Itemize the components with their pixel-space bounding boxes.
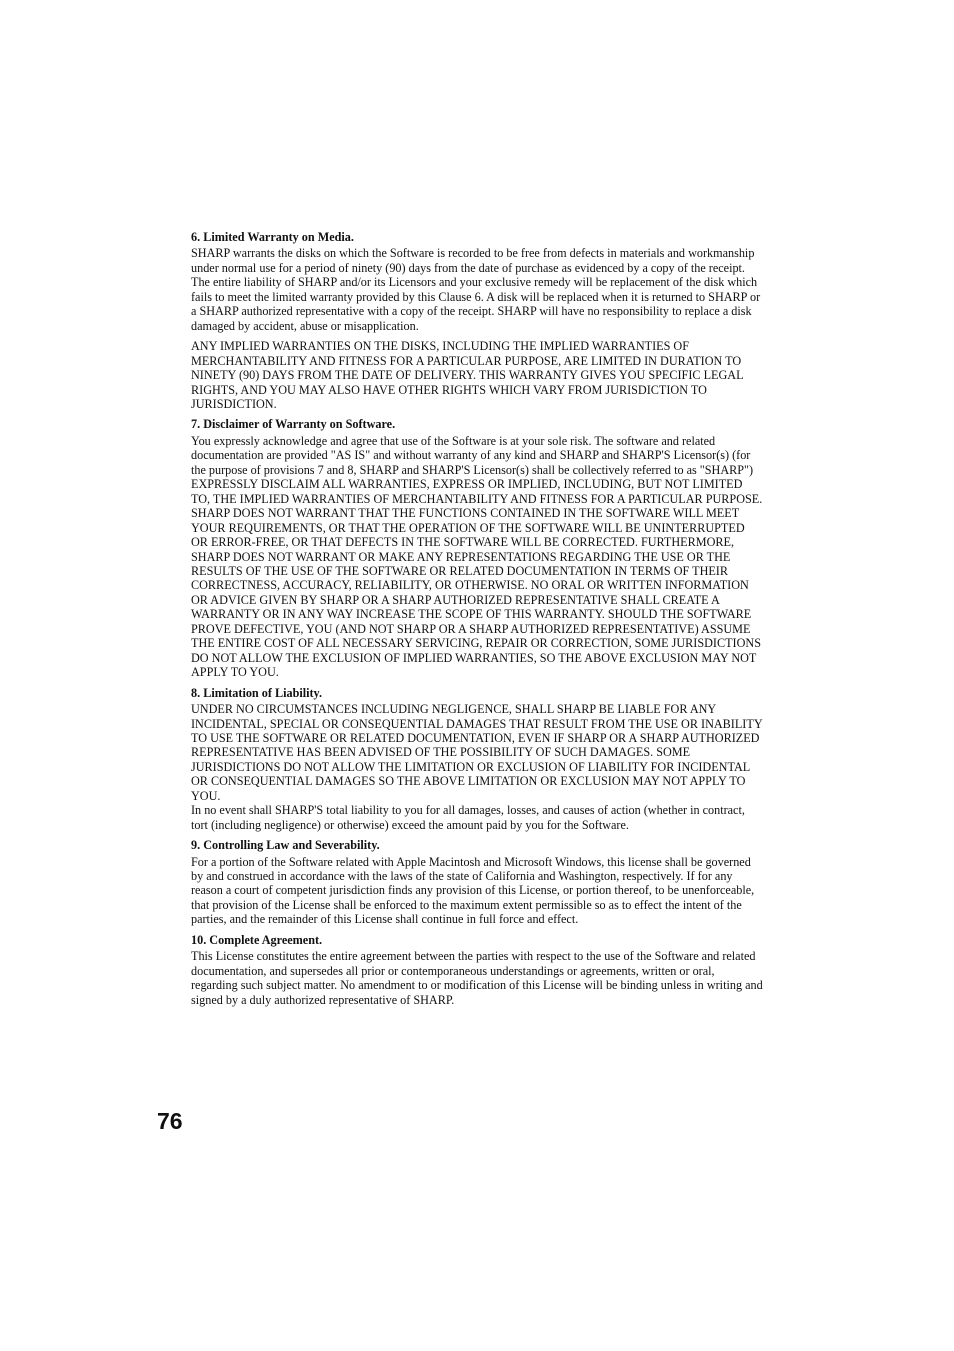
section-paragraph: You expressly acknowledge and agree that use of the Software is at your sole risk. The software and related documentation are provided "AS IS" and without warranty of any kind and SHARP and SHARP'S Licensor(s) (for the purpose of provisions 7 and 8, SHARP and SHARP'S Licensor(s) shall be collectively referred to as "SHARP") EXPRESSLY DISCLAIM ALL WARRANTIES, EXPRESS OR IMPLIED, INCLUDING, BUT NOT LIMITED TO, THE IMPLIED WARRANTIES OF MERCHANTABILITY AND FITNESS FOR A PARTICULAR PURPOSE. SHARP DOES NOT WARRANT THAT THE FUNCTIONS CONTAINED IN THE SOFTWARE WILL MEET YOUR REQUIREMENTS, OR THAT THE OPERATION OF THE SOFTWARE WILL BE UNINTERRUPTED OR ERROR-FREE, OR THAT DEFECTS IN THE SOFTWARE WILL BE CORRECTED. FURTHERMORE, SHARP DOES NOT WARRANT OR MAKE ANY REPRESENTATIONS REGARDING THE USE OR THE RESULTS OF THE USE OF THE SOFTWARE OR RELATED DOCUMENTATION IN TERMS OF THEIR CORRECTNESS, ACCURACY, RELIABILITY, OR OTHERWISE. NO ORAL OR WRITTEN INFORMATION OR ADVICE GIVEN BY SHARP OR A SHARP AUTHORIZED REPRESENTATIVE SHALL CREATE A WARRANTY OR IN ANY WAY INCREASE THE SCOPE OF THIS WARRANTY. SHOULD THE SOFTWARE PROVE DEFECTIVE, YOU (AND NOT SHARP OR A SHARP AUTHORIZED REPRESENTATIVE) ASSUME THE ENTIRE COST OF ALL NECESSARY SERVICING, REPAIR OR CORRECTION, SOME JURISDICTIONS DO NOT ALLOW THE EXCLUSION OF IMPLIED WARRANTIES, SO THE ABOVE EXCLUSION MAY NOT APPLY TO YOU. bbox=[191, 433, 763, 680]
section-heading: 7. Disclaimer of Warranty on Software. bbox=[191, 417, 396, 432]
section-disclaimer-of-warranty bbox=[191, 417, 763, 679]
section-heading: 10. Complete Agreement. bbox=[191, 932, 323, 947]
section-paragraph: In no event shall SHARP'S total liability to you for all damages, losses, and causes of action (whether in contract, tort (including negligence) or otherwise) exceed the amount paid by you for the Software. bbox=[191, 803, 745, 832]
section-heading: 8. Limitation of Liability. bbox=[191, 685, 323, 700]
section-limitation-of-liability bbox=[191, 686, 763, 833]
section-paragraph: For a portion of the Software related with Apple Macintosh and Microsoft Windows, this license shall be governed by and construed in accordance with the laws of the state of California and Washington, respectively. If for any reason a court of competent jurisdiction finds any provision of this License, or portion thereof, to be unenforceable, that provision of the License shall be enforced to the maximum extent permissible so as to effect the intent of the parties, and the remainder of this License shall continue in full force and effect. bbox=[191, 854, 755, 927]
section-heading: 9. Controlling Law and Severability. bbox=[191, 838, 380, 853]
section-paragraph: SHARP warrants the disks on which the Software is recorded to be free from defects in materials and workmanship under normal use for a period of ninety (90) days from the date of purchase as evidenced by a copy of the receipt. The entire liability of SHARP and/or its Licensors and your exclusive remedy will be replacement of the disk which fails to meet the limited warranty provided by this Clause 6. A disk will be replaced when it is returned to SHARP or a SHARP authorized representative with a copy of the receipt. SHARP will have no responsibility to replace a disk damaged by accident, abuse or misapplication. bbox=[191, 246, 761, 333]
section-paragraph: This License constitutes the entire agreement between the parties with respect to the use of the Software and related documentation, and supersedes all prior or contemporaneous understandings or agreements, written or oral, regarding such subject matter. No amendment to or modification of this License will be binding unless in writing and signed by a duly authorized representative of SHARP. bbox=[191, 949, 763, 1007]
license-text bbox=[191, 230, 763, 1007]
section-complete-agreement bbox=[191, 933, 763, 1007]
section-paragraph: ANY IMPLIED WARRANTIES ON THE DISKS, INCLUDING THE IMPLIED WARRANTIES OF MERCHANTABILITY AND FITNESS FOR A PARTICULAR PURPOSE, ARE LIMITED IN DURATION TO NINETY (90) DAYS FROM THE DATE OF DELIVERY. THIS WARRANTY GIVES YOU SPECIFIC LEGAL RIGHTS, AND YOU MAY ALSO HAVE OTHER RIGHTS WHICH VARY FROM JURISDICTION TO JURISDICTION. bbox=[191, 339, 744, 411]
page-number: 76 bbox=[157, 1108, 183, 1134]
section-controlling-law bbox=[191, 838, 763, 927]
section-heading: 6. Limited Warranty on Media. bbox=[191, 230, 354, 244]
section-paragraph: UNDER NO CIRCUMSTANCES INCLUDING NEGLIGENCE, SHALL SHARP BE LIABLE FOR ANY INCIDENTAL, SPECIAL OR CONSEQUENTIAL DAMAGES THAT RESULT FROM THE USE OR INABILITY TO USE THE SOFTWARE OR RELATED DOCUMENTATION, EVEN IF SHARP OR A SHARP AUTHORIZED REPRESENTATIVE HAS BEEN ADVISED OF THE POSSIBILITY OF SUCH DAMAGES. SOME JURISDICTIONS DO NOT ALLOW THE LIMITATION OR EXCLUSION OF LIABILITY FOR INCIDENTAL OR CONSEQUENTIAL DAMAGES SO THE ABOVE LIMITATION OR EXCLUSION MAY NOT APPLY TO YOU. bbox=[191, 702, 763, 803]
section-limited-warranty-on-media bbox=[191, 230, 763, 411]
